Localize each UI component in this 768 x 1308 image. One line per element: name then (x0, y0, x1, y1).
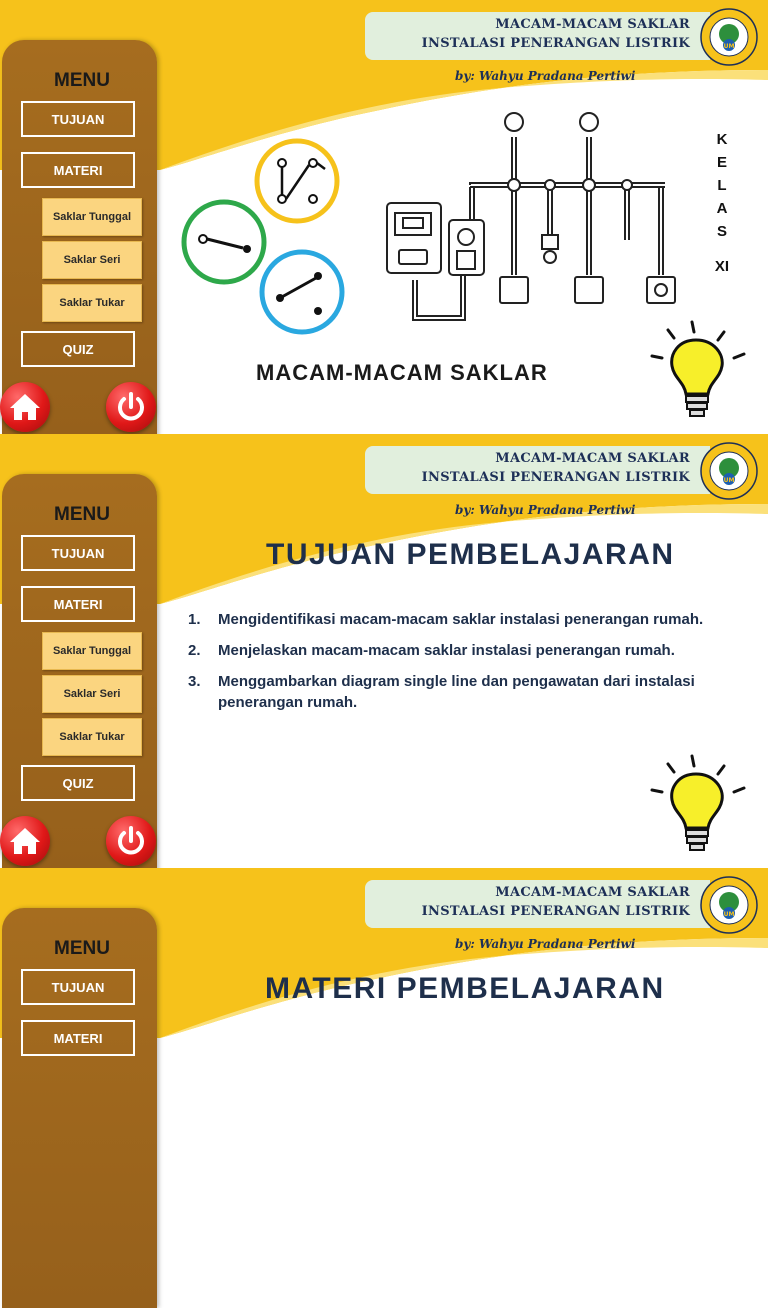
menu-title: MENU (54, 70, 110, 91)
svg-text:UM: UM (723, 43, 735, 50)
header-bar (365, 446, 710, 494)
menu-panel (2, 908, 157, 1308)
home-icon (0, 816, 50, 866)
slide-title (0, 0, 768, 432)
header-title-line2: INSTALASI PENERANGAN LISTRIK (421, 904, 690, 919)
lightbulb-icon (648, 320, 748, 425)
slide-title-text: MACAM-MACAM SAKLAR (256, 360, 548, 385)
kelas-value: XI (714, 258, 730, 275)
slide-tujuan (0, 434, 768, 866)
header-bar (365, 12, 710, 60)
page-heading: MATERI PEMBELAJARAN (265, 972, 665, 1005)
list-number: 1. (188, 611, 201, 628)
menu-panel (2, 40, 157, 440)
menu-button-materi[interactable]: MATERI (21, 152, 135, 188)
header-title-line1: MACAM-MACAM SAKLAR (495, 885, 690, 900)
kelas-letter: L (717, 177, 727, 194)
svg-text:UM: UM (723, 911, 735, 918)
power-icon (106, 816, 156, 866)
list-item (186, 640, 756, 661)
university-logo-icon (700, 8, 758, 66)
submenu-saklar-tukar[interactable]: Saklar Tukar (42, 718, 142, 756)
author-credit: by: Wahyu Pradana Pertiwi (455, 503, 636, 517)
menu-button-tujuan[interactable]: TUJUAN (21, 535, 135, 571)
submenu-saklar-tunggal[interactable]: Saklar Tunggal (42, 632, 142, 670)
lightbulb-icon (648, 754, 748, 859)
list-number: 2. (188, 642, 201, 659)
slide-materi (0, 868, 768, 1046)
power-icon (106, 382, 156, 432)
kelas-letter: A (716, 200, 728, 217)
list-number: 3. (188, 673, 201, 690)
header-bar (365, 880, 710, 928)
menu-title: MENU (54, 504, 110, 525)
objectives-list (186, 609, 756, 723)
menu-button-tujuan[interactable]: TUJUAN (21, 101, 135, 137)
switch-symbols-icon (178, 135, 348, 335)
author-credit: by: Wahyu Pradana Pertiwi (455, 69, 636, 83)
header-title-line2: INSTALASI PENERANGAN LISTRIK (421, 36, 690, 51)
header-title-line1: MACAM-MACAM SAKLAR (495, 451, 690, 466)
svg-text:UM: UM (723, 477, 735, 484)
kelas-letter: S (716, 223, 727, 240)
installation-diagram-icon (385, 105, 690, 325)
author-credit: by: Wahyu Pradana Pertiwi (455, 937, 636, 951)
university-logo-icon (700, 876, 758, 934)
exit-button[interactable] (106, 382, 156, 432)
list-text: Menjelaskan macam-macam saklar instalasi penerangan rumah. (218, 642, 675, 659)
menu-button-quiz[interactable]: QUIZ (21, 765, 135, 801)
submenu-saklar-tunggal[interactable]: Saklar Tunggal (42, 198, 142, 236)
menu-button-tujuan[interactable]: TUJUAN (21, 969, 135, 1005)
university-logo-icon (700, 442, 758, 500)
menu-panel (2, 474, 157, 874)
kelas-letter: K (716, 131, 728, 148)
home-button[interactable] (0, 382, 50, 432)
menu-button-materi[interactable]: MATERI (21, 1020, 135, 1056)
home-button[interactable] (0, 816, 50, 866)
list-text: Mengidentifikasi macam-macam saklar instalasi penerangan rumah. (218, 611, 704, 628)
header-title-line2: INSTALASI PENERANGAN LISTRIK (421, 470, 690, 485)
header-title-line1: MACAM-MACAM SAKLAR (495, 17, 690, 32)
menu-title: MENU (54, 938, 110, 959)
page-heading: TUJUAN PEMBELAJARAN (266, 538, 675, 571)
home-icon (0, 382, 50, 432)
list-item (186, 671, 756, 713)
list-text: Menggambarkan diagram single line dan pengawatan dari instalasi penerangan rumah. (218, 673, 695, 711)
submenu-saklar-tukar[interactable]: Saklar Tukar (42, 284, 142, 322)
menu-button-quiz[interactable]: QUIZ (21, 331, 135, 367)
submenu-saklar-seri[interactable]: Saklar Seri (42, 675, 142, 713)
kelas-label (708, 128, 736, 278)
exit-button[interactable] (106, 816, 156, 866)
menu-button-materi[interactable]: MATERI (21, 586, 135, 622)
kelas-letter: E (716, 154, 727, 171)
submenu-saklar-seri[interactable]: Saklar Seri (42, 241, 142, 279)
list-item (186, 609, 756, 630)
